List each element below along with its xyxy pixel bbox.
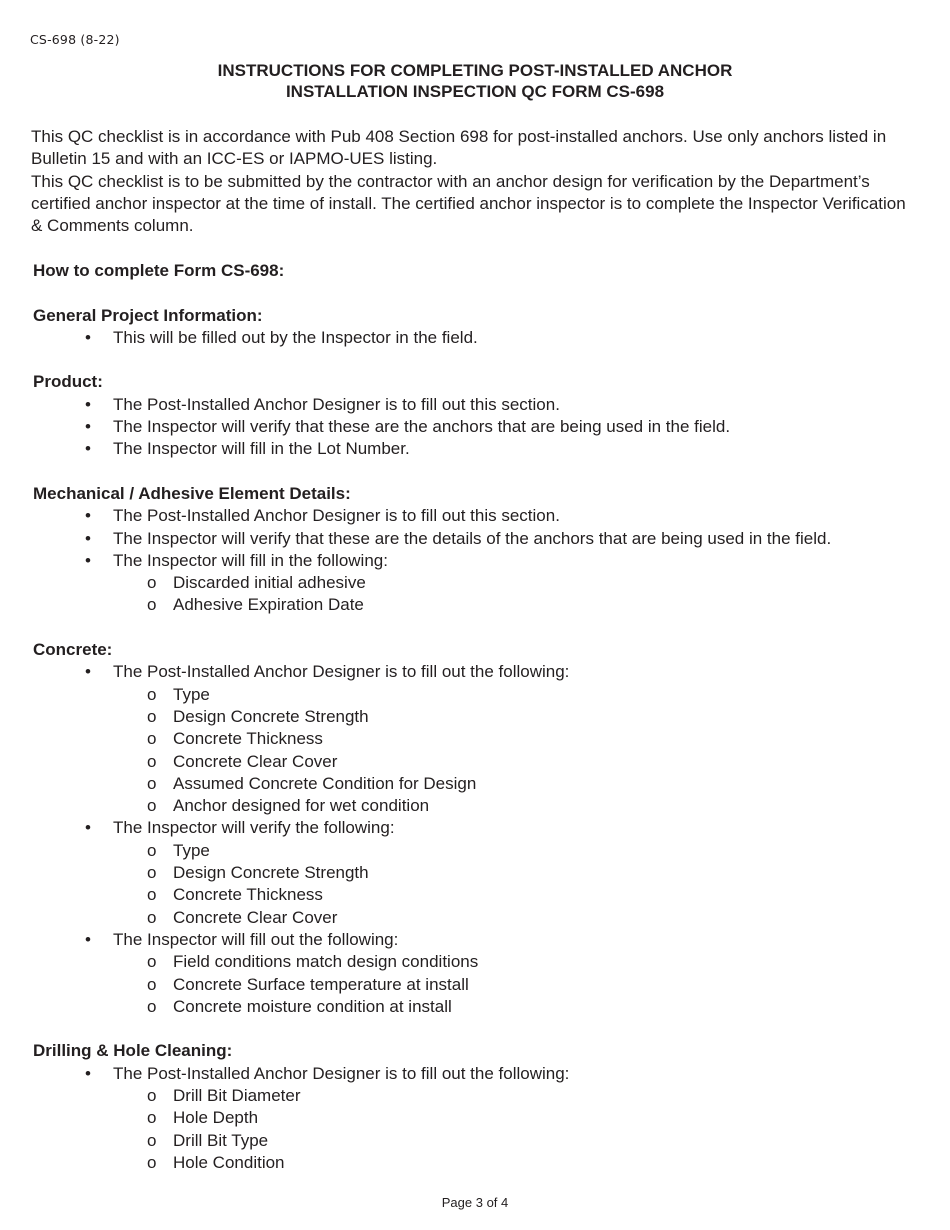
sub-bullet-icon: o — [147, 952, 157, 972]
form-id: CS-698 (8-22) — [30, 32, 120, 47]
sub-bullet-item: o Adhesive Expiration Date — [33, 594, 913, 616]
bullet-item: • The Inspector will verify that these are the details of the anchors that are being used in the field. — [33, 528, 913, 550]
section-heading-concrete: Concrete: — [33, 640, 113, 660]
sub-bullet-item: o Assumed Concrete Condition for Design — [33, 773, 913, 795]
sub-bullet-icon: o — [147, 684, 157, 704]
bullet-item: • The Inspector will verify the following: — [33, 817, 913, 839]
section-heading-general: General Project Information: — [33, 305, 263, 325]
sub-bullet-icon: o — [147, 706, 157, 726]
bullet-icon: • — [85, 662, 91, 682]
bullet-icon: • — [85, 550, 91, 570]
bullet-icon: • — [85, 929, 91, 949]
sub-bullet-item: o Concrete Thickness — [33, 728, 913, 750]
sub-bullet-icon: o — [147, 573, 157, 593]
intro-paragraph-1: This QC checklist is in accordance with Pub 408 Section 698 for post-installed anchors. Use only anchors listed in Bulletin 15 and with an ICC-ES or IAPMO-UES listing. — [31, 127, 887, 169]
how-to-heading: How to complete Form CS-698: — [33, 261, 285, 280]
sub-bullet-icon: o — [147, 729, 157, 749]
sub-bullet-icon: o — [147, 1108, 157, 1128]
sub-bullet-icon: o — [147, 840, 157, 860]
sub-bullet-icon: o — [147, 1085, 157, 1105]
sub-bullet-icon: o — [147, 751, 157, 771]
bullet-item: • This will be filled out by the Inspector in the field. — [33, 327, 913, 349]
bullet-icon: • — [85, 327, 91, 347]
sub-bullet-icon: o — [147, 974, 157, 994]
title-line-1: INSTRUCTIONS FOR COMPLETING POST-INSTALLED ANCHOR — [217, 61, 733, 80]
bullet-icon: • — [85, 818, 91, 838]
bullet-item: • The Post-Installed Anchor Designer is to fill out the following: — [33, 1063, 913, 1085]
section-heading-product: Product: — [33, 372, 103, 392]
sub-bullet-icon: o — [147, 885, 157, 905]
sub-bullet-icon: o — [147, 996, 157, 1016]
bullet-item: • The Inspector will fill in the Lot Number. — [33, 438, 913, 460]
bullet-item: • The Inspector will fill out the following: — [33, 929, 913, 951]
sub-bullet-item: o Concrete Surface temperature at install — [33, 974, 913, 996]
sub-bullet-item: o Concrete Clear Cover — [33, 751, 913, 773]
sub-bullet-item: o Design Concrete Strength — [33, 862, 913, 884]
section-heading-drilling: Drilling & Hole Cleaning: — [33, 1041, 233, 1061]
bullet-icon: • — [85, 394, 91, 414]
bullet-icon: • — [85, 1063, 91, 1083]
sub-bullet-item: o Concrete Thickness — [33, 884, 913, 906]
sub-bullet-icon: o — [147, 796, 157, 816]
intro-paragraph-2: This QC checklist is to be submitted by the contractor with an anchor design for verification by the Department’s certified anchor inspector at the time of install. The certified anchor inspector is to complete the Inspector Verification & Comments column. — [31, 171, 906, 236]
bullet-item: • The Post-Installed Anchor Designer is to fill out this section. — [33, 394, 913, 416]
bullet-item: • The Inspector will fill in the following: — [33, 550, 913, 572]
sub-bullet-icon: o — [147, 863, 157, 883]
instructions — [33, 260, 913, 1174]
intro — [31, 126, 911, 237]
sub-bullet-icon: o — [147, 1130, 157, 1150]
sub-bullet-item: o Type — [33, 840, 913, 862]
sub-bullet-item: o Discarded initial adhesive — [33, 572, 913, 594]
sub-bullet-item: o Concrete Clear Cover — [33, 907, 913, 929]
bullet-icon: • — [85, 439, 91, 459]
bullet-icon: • — [85, 417, 91, 437]
sub-bullet-item: o Concrete moisture condition at install — [33, 996, 913, 1018]
sub-bullet-icon: o — [147, 1152, 157, 1172]
sub-bullet-item: o Field conditions match design conditions — [33, 951, 913, 973]
sub-bullet-icon: o — [147, 773, 157, 793]
sub-bullet-item: o Drill Bit Type — [33, 1130, 913, 1152]
sub-bullet-icon: o — [147, 907, 157, 927]
sub-bullet-item: o Type — [33, 684, 913, 706]
title-line-2: INSTALLATION INSPECTION QC FORM CS-698 — [285, 82, 665, 101]
bullet-icon: • — [85, 528, 91, 548]
page-title — [0, 60, 950, 102]
sub-bullet-item: o Drill Bit Diameter — [33, 1085, 913, 1107]
sub-bullet-item: o Design Concrete Strength — [33, 706, 913, 728]
bullet-icon: • — [85, 506, 91, 526]
bullet-item: • The Inspector will verify that these are the anchors that are being used in the field. — [33, 416, 913, 438]
sub-bullet-item: o Hole Depth — [33, 1107, 913, 1129]
section-heading-mechanical: Mechanical / Adhesive Element Details: — [33, 483, 351, 503]
sub-bullet-icon: o — [147, 595, 157, 615]
bullet-item: • The Post-Installed Anchor Designer is to fill out the following: — [33, 661, 913, 683]
bullet-item: • The Post-Installed Anchor Designer is to fill out this section. — [33, 505, 913, 527]
sub-bullet-item: o Anchor designed for wet condition — [33, 795, 913, 817]
page-number: Page 3 of 4 — [441, 1195, 509, 1210]
sub-bullet-item: o Hole Condition — [33, 1152, 913, 1174]
